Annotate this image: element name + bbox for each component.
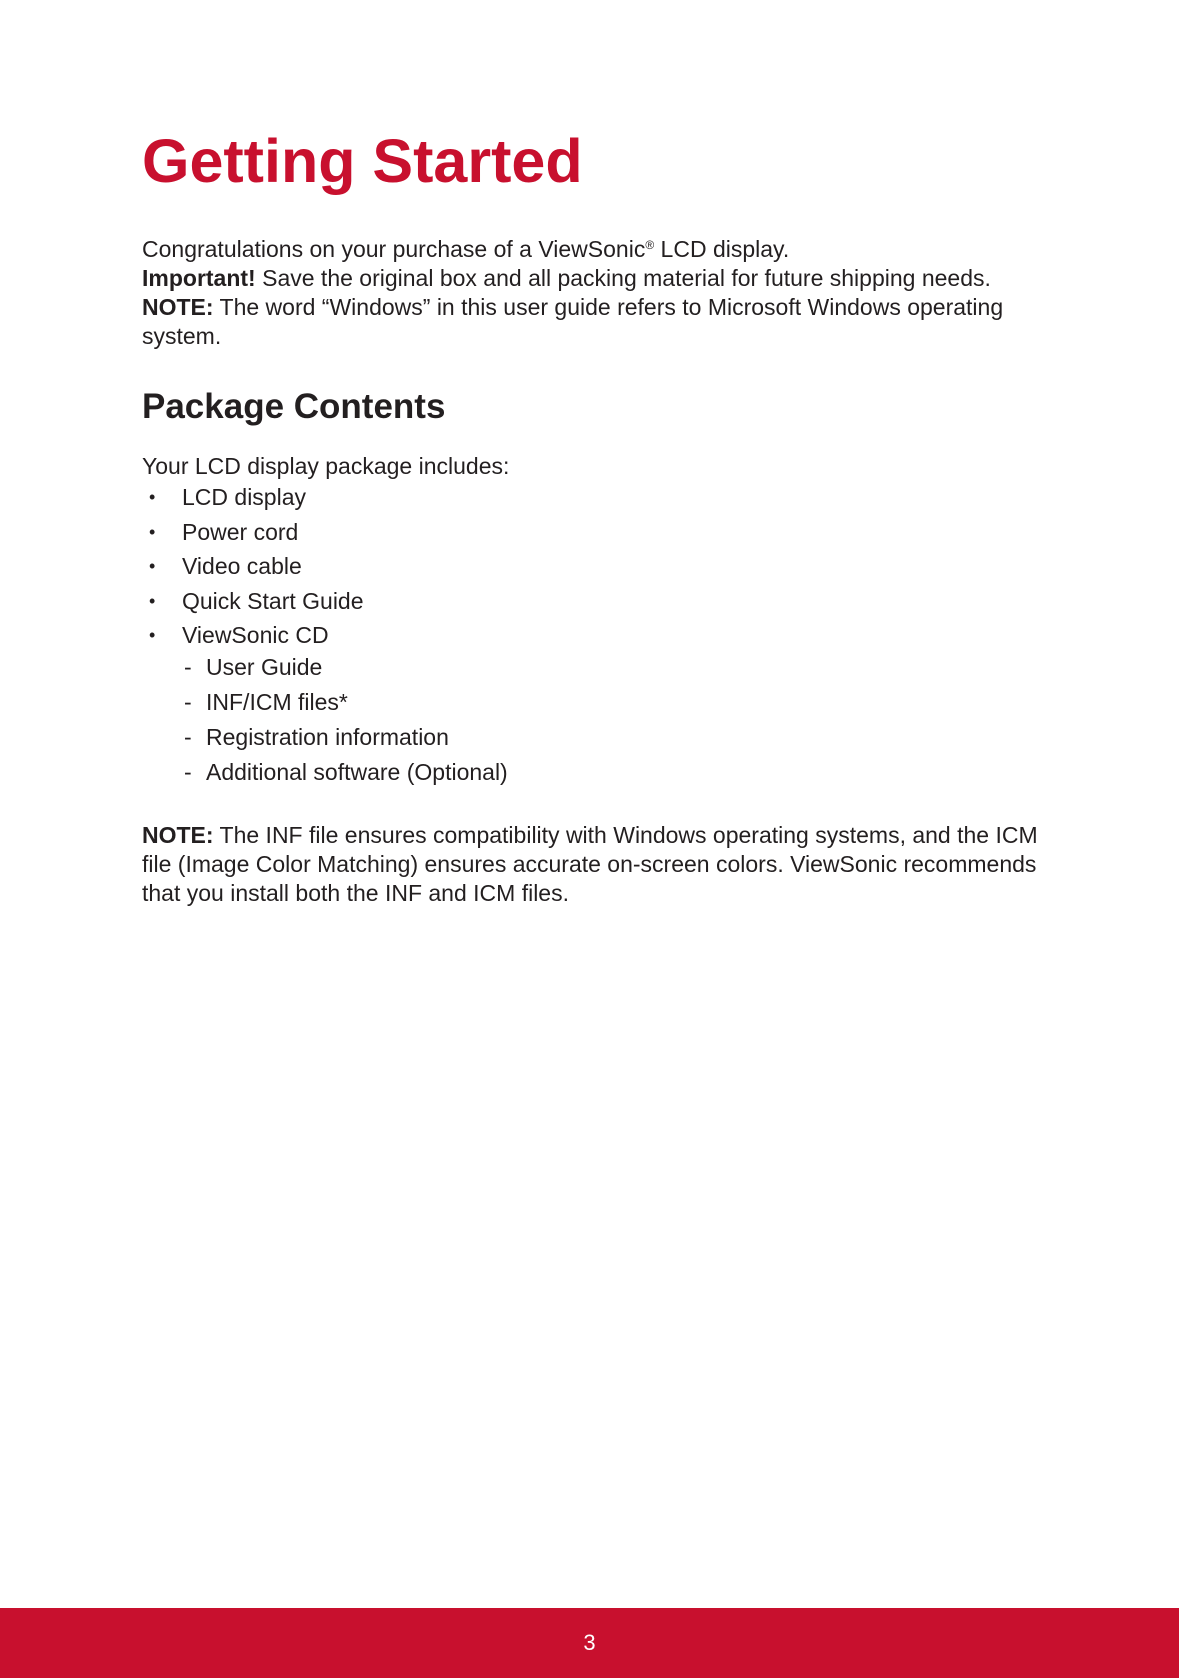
sub-list-item	[184, 685, 508, 720]
list-item-label: Power cord	[182, 518, 299, 545]
list-item-label: Video cable	[182, 553, 302, 580]
important-label: Important!	[142, 265, 256, 291]
sub-list-item	[184, 720, 508, 755]
page-footer	[0, 1608, 1179, 1678]
dash-icon: -	[184, 689, 192, 715]
intro-line1-text: Congratulations on your purchase of a ViewSonic	[142, 236, 646, 262]
note-text: The word “Windows” in this user guide refers to Microsoft Windows operating system.	[142, 294, 1004, 349]
bullet-icon: •	[149, 590, 156, 611]
list-item-label: ViewSonic CD	[182, 622, 329, 649]
package-list	[142, 480, 364, 653]
bullet-icon: •	[149, 521, 156, 542]
bullet-icon: •	[149, 556, 156, 577]
sub-list-item-label: INF/ICM files*	[206, 689, 348, 715]
package-intro: Your LCD display package includes:	[142, 453, 510, 479]
list-item-label: LCD display	[182, 484, 306, 510]
intro-paragraph	[142, 235, 1052, 351]
sub-list-item-label: Additional software (Optional)	[206, 759, 508, 785]
inf-icm-note	[142, 821, 1042, 908]
page-number: 3	[583, 1630, 596, 1655]
sub-list-item-label: Registration information	[206, 724, 449, 750]
list-item	[142, 515, 364, 550]
list-item	[142, 618, 364, 653]
intro-line1-suffix: LCD display.	[654, 236, 790, 262]
section-title-package-contents: Package Contents	[142, 387, 446, 426]
list-item	[142, 584, 364, 619]
list-item	[142, 480, 364, 515]
list-item	[142, 549, 364, 584]
registered-mark: ®	[645, 238, 655, 252]
windows-note	[142, 293, 1052, 351]
dash-icon: -	[184, 724, 192, 750]
sub-list-item	[184, 650, 508, 685]
bullet-icon: •	[149, 625, 156, 646]
important-text: Save the original box and all packing material for future shipping needs.	[255, 265, 991, 291]
dash-icon: -	[184, 654, 192, 680]
note-label: NOTE:	[142, 294, 214, 320]
page-title: Getting Started	[142, 127, 583, 195]
list-item-label: Quick Start Guide	[182, 587, 364, 614]
intro-congratulations	[142, 235, 1052, 264]
sub-list-item-label: User Guide	[206, 654, 323, 680]
bullet-icon: •	[149, 487, 156, 507]
important-notice	[142, 264, 1052, 293]
sub-list-item	[184, 755, 508, 790]
note2-label: NOTE:	[142, 822, 214, 848]
dash-icon: -	[184, 759, 192, 785]
cd-contents-list	[184, 650, 508, 790]
note2-text: The INF file ensures compatibility with Windows operating systems, and the ICM file (Image Color Matching) ensures accurate on-screen colors. ViewSonic recommends that you install both the INF and ICM files.	[142, 822, 1038, 906]
